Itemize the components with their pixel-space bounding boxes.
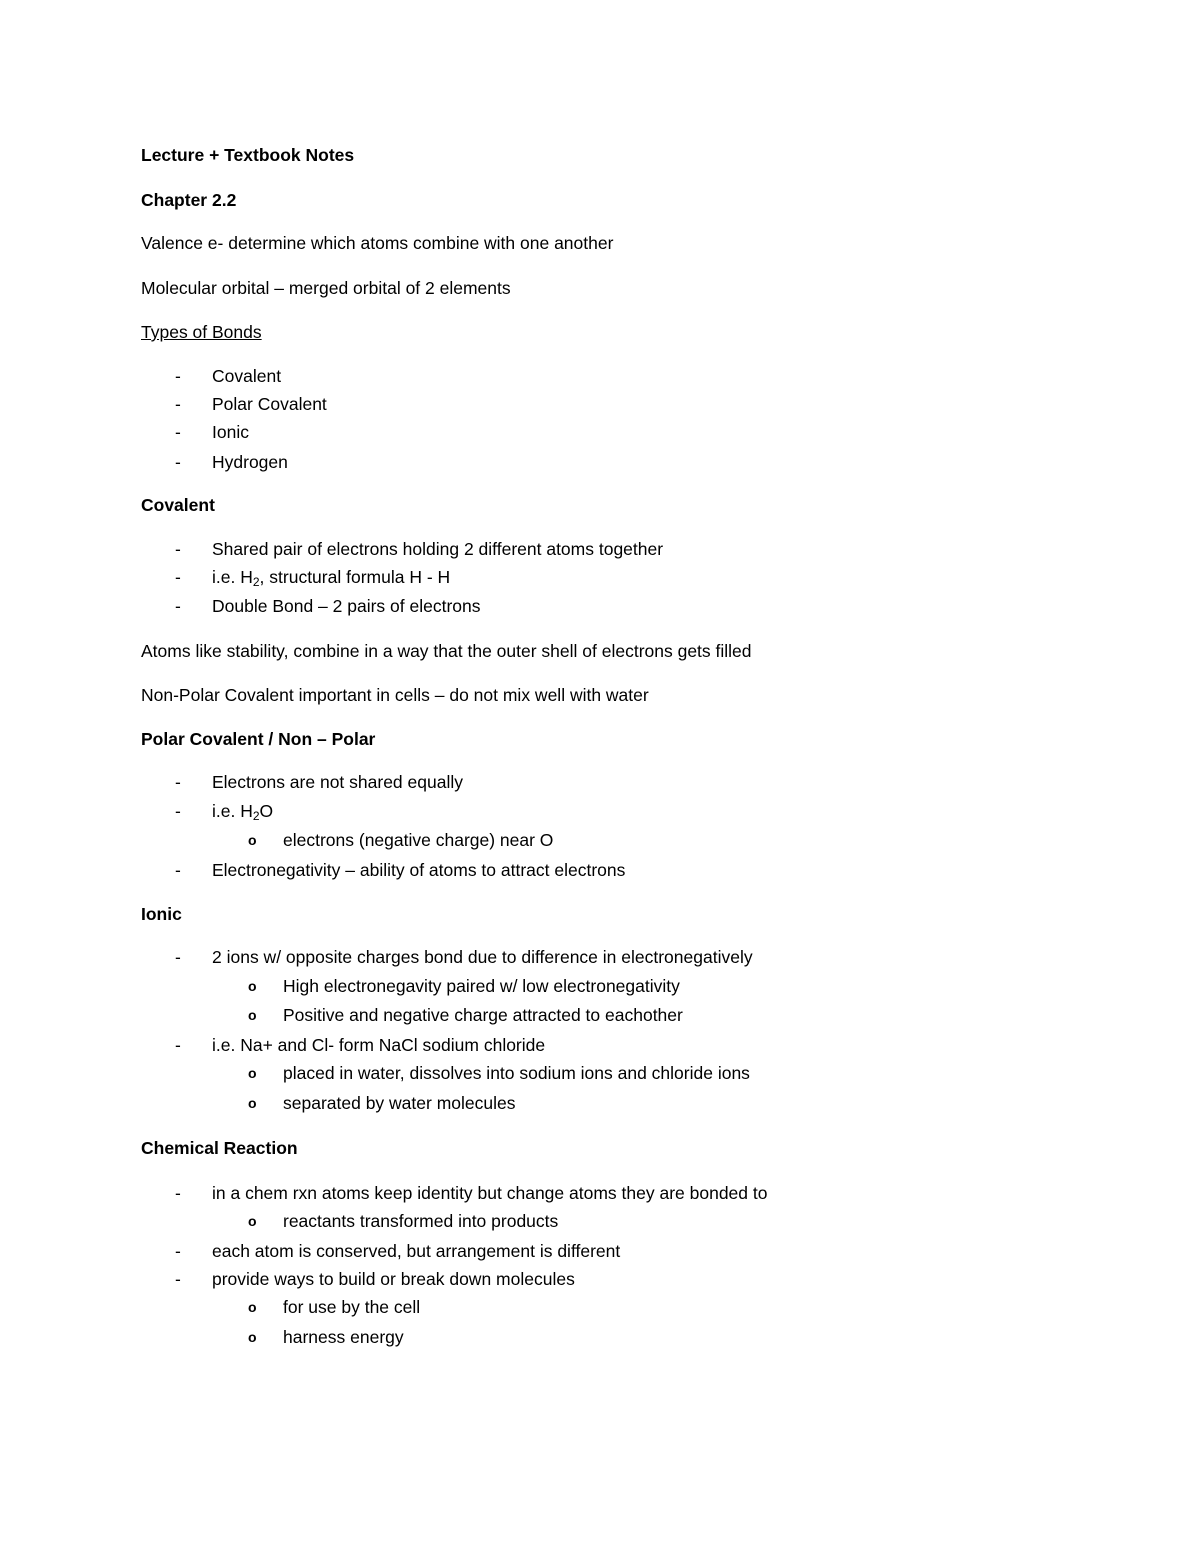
dash-marker: -	[175, 596, 181, 616]
bullet-marker: o	[248, 1095, 257, 1111]
doc-title: Lecture + Textbook Notes	[141, 145, 355, 165]
bullet-marker: o	[248, 1065, 257, 1081]
dash-marker: -	[175, 1269, 181, 1289]
dash-marker: -	[175, 772, 181, 792]
dash-marker: -	[175, 366, 181, 386]
chapter-heading: Chapter 2.2	[141, 190, 237, 210]
list-item: Polar Covalent	[212, 394, 327, 414]
ionic-heading: Ionic	[141, 904, 182, 924]
bullet-marker: o	[248, 1329, 257, 1345]
sub-list-item: Positive and negative charge attracted to eachother	[283, 1005, 683, 1025]
list-item: Covalent	[212, 366, 282, 386]
formula-prefix: i.e. H	[212, 801, 253, 821]
list-item: Ionic	[212, 422, 249, 442]
paragraph-nonpolar: Non-Polar Covalent important in cells – do not mix well with water	[141, 685, 649, 705]
list-item: provide ways to build or break down molecules	[212, 1269, 575, 1289]
subscript: 2	[252, 809, 260, 823]
polar-heading: Polar Covalent / Non – Polar	[141, 729, 376, 749]
paragraph-stability: Atoms like stability, combine in a way that the outer shell of electrons gets filled	[141, 641, 752, 661]
subscript: 2	[252, 575, 260, 589]
list-item: each atom is conserved, but arrangement is different	[212, 1241, 621, 1261]
list-item: Electronegativity – ability of atoms to attract electrons	[212, 860, 626, 880]
list-item: Shared pair of electrons holding 2 different atoms together	[212, 539, 664, 559]
list-item: i.e. Na+ and Cl- form NaCl sodium chloride	[212, 1035, 546, 1055]
bullet-marker: o	[248, 1299, 257, 1315]
sub-list-item: placed in water, dissolves into sodium ions and chloride ions	[283, 1063, 750, 1083]
formula-tail: O	[259, 801, 274, 821]
dash-marker: -	[175, 860, 181, 880]
sub-list-item: reactants transformed into products	[283, 1211, 559, 1231]
formula-tail: , structural formula H - H	[259, 567, 451, 587]
dash-marker: -	[175, 394, 181, 414]
list-item	[212, 800, 273, 822]
dash-marker: -	[175, 1241, 181, 1261]
dash-marker: -	[175, 1035, 181, 1055]
covalent-heading: Covalent	[141, 495, 215, 515]
bullet-marker: o	[248, 1007, 257, 1023]
list-item	[212, 566, 450, 588]
bullet-marker: o	[248, 832, 257, 848]
dash-marker: -	[175, 567, 181, 587]
dash-marker: -	[175, 1183, 181, 1203]
sub-list-item: separated by water molecules	[283, 1093, 516, 1113]
dash-marker: -	[175, 452, 181, 472]
list-item: Hydrogen	[212, 452, 288, 472]
list-item: Double Bond – 2 pairs of electrons	[212, 596, 481, 616]
list-item: Electrons are not shared equally	[212, 772, 463, 792]
dash-marker: -	[175, 947, 181, 967]
dash-marker: -	[175, 801, 181, 821]
sub-list-item: harness energy	[283, 1327, 404, 1347]
types-of-bonds-heading: Types of Bonds	[141, 322, 262, 342]
list-item: 2 ions w/ opposite charges bond due to difference in electronegatively	[212, 947, 753, 967]
bullet-marker: o	[248, 1213, 257, 1229]
paragraph-molecular-orbital: Molecular orbital – merged orbital of 2 elements	[141, 278, 511, 298]
dash-marker: -	[175, 422, 181, 442]
sub-list-item: electrons (negative charge) near O	[283, 830, 554, 850]
reaction-heading: Chemical Reaction	[141, 1138, 298, 1158]
bullet-marker: o	[248, 978, 257, 994]
sub-list-item: for use by the cell	[283, 1297, 421, 1317]
list-item: in a chem rxn atoms keep identity but change atoms they are bonded to	[212, 1183, 768, 1203]
formula-prefix: i.e. H	[212, 567, 253, 587]
sub-list-item: High electronegavity paired w/ low electronegativity	[283, 976, 680, 996]
dash-marker: -	[175, 539, 181, 559]
paragraph-valence: Valence e- determine which atoms combine with one another	[141, 233, 614, 253]
